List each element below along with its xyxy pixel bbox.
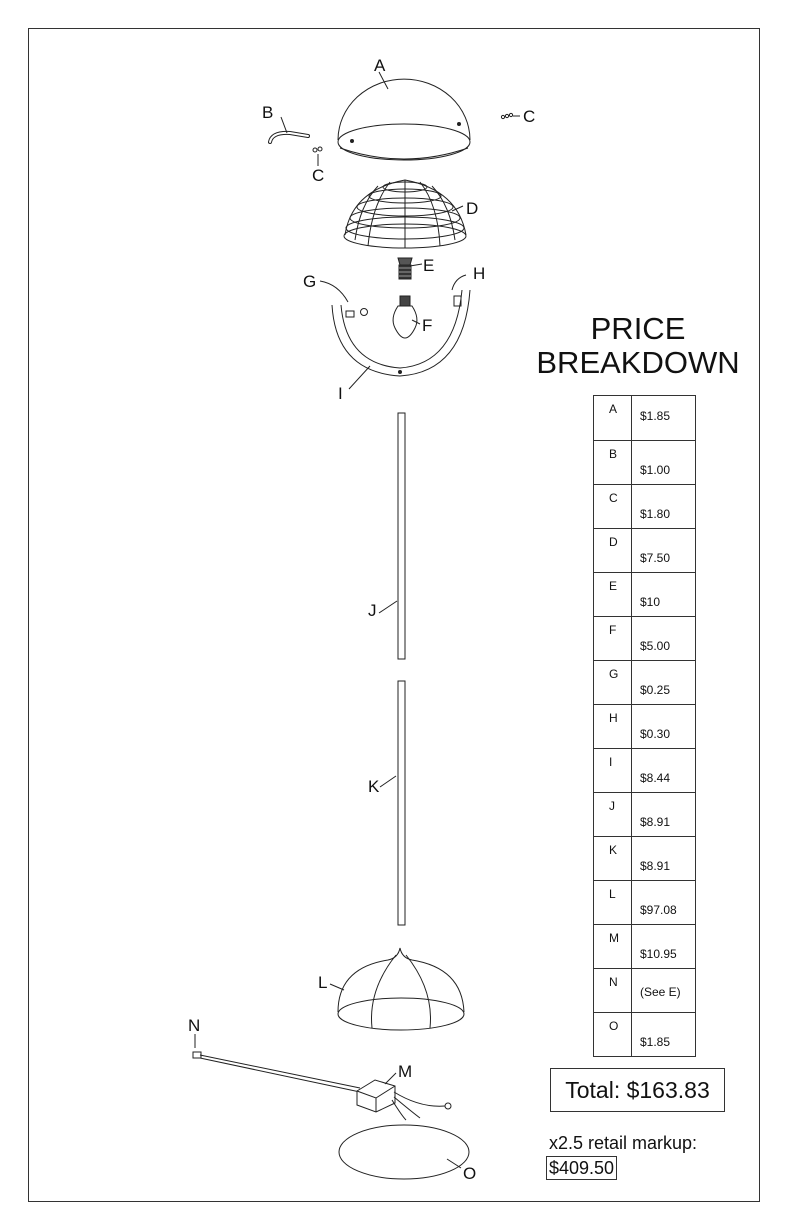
callout-i: I: [338, 384, 343, 403]
callout-o: O: [463, 1164, 477, 1183]
part-price-cell: [632, 1013, 696, 1057]
part-price: $10.95: [640, 947, 677, 961]
price-row: [594, 881, 696, 925]
part-price-cell: [632, 881, 696, 925]
part-letter: F: [594, 617, 632, 661]
part-price: $8.44: [640, 771, 671, 785]
price-row: [594, 441, 696, 485]
part-letter: D: [594, 529, 632, 573]
part-letter: L: [594, 881, 632, 925]
part-letter: M: [594, 925, 632, 969]
part-price-cell: [632, 793, 696, 837]
part-letter: E: [594, 573, 632, 617]
part-k-lower-pole: [398, 681, 405, 925]
part-price: $5.00: [640, 639, 671, 653]
price-row: [594, 793, 696, 837]
price-row: [594, 573, 696, 617]
part-letter: K: [594, 837, 632, 881]
part-price: $1.00: [640, 463, 671, 477]
part-price: $1.85: [640, 409, 671, 423]
part-price-cell: [632, 969, 696, 1013]
price-row: [594, 617, 696, 661]
part-o-base-plate: [339, 1125, 469, 1179]
part-price: $1.85: [640, 1035, 671, 1049]
part-letter: G: [594, 661, 632, 705]
part-letter: C: [594, 485, 632, 529]
price-row: [594, 749, 696, 793]
part-price: $1.80: [640, 507, 671, 521]
price-row: [594, 925, 696, 969]
price-row: [594, 837, 696, 881]
part-price: $8.91: [640, 815, 671, 829]
part-price-cell: [632, 441, 696, 485]
part-price-cell: [632, 837, 696, 881]
part-n-switch-cord: [193, 1052, 360, 1092]
callout-l: L: [318, 973, 328, 992]
part-letter: O: [594, 1013, 632, 1057]
part-price-cell: [632, 661, 696, 705]
callout-d: D: [466, 199, 479, 218]
part-g-pin: [346, 309, 368, 318]
part-c-screws: [313, 113, 513, 152]
total-box: Total: $163.83: [550, 1068, 725, 1112]
part-j-upper-pole: [398, 413, 405, 659]
part-price-cell: [632, 529, 696, 573]
part-letter: N: [594, 969, 632, 1013]
price-row: [594, 969, 696, 1013]
part-m-driver-box: [357, 1080, 451, 1120]
callout-c-right: C: [523, 107, 536, 126]
part-letter: A: [594, 396, 632, 441]
price-row: [594, 705, 696, 749]
price-row: [594, 661, 696, 705]
price-row: [594, 396, 696, 441]
part-price: (See E): [640, 985, 681, 999]
title-line-1: PRICE: [590, 311, 686, 346]
callout-j: J: [368, 601, 377, 620]
callout-a: A: [374, 56, 386, 75]
callout-n: N: [188, 1016, 201, 1035]
part-price-cell: [632, 705, 696, 749]
callout-g: G: [303, 272, 317, 291]
callout-c-left: C: [312, 166, 325, 185]
callout-f: F: [422, 316, 433, 335]
price-table: [593, 395, 696, 1057]
part-letter: B: [594, 441, 632, 485]
part-price-cell: [632, 925, 696, 969]
part-price: $0.30: [640, 727, 671, 741]
part-price: $0.25: [640, 683, 671, 697]
part-price-cell: [632, 617, 696, 661]
callout-k: K: [368, 777, 380, 796]
part-letter: J: [594, 793, 632, 837]
callout-e: E: [423, 256, 435, 275]
part-price-cell: [632, 749, 696, 793]
part-a-dome-shade: [338, 79, 470, 160]
price-row: [594, 485, 696, 529]
part-price-cell: [632, 573, 696, 617]
part-price: $7.50: [640, 551, 671, 565]
part-d-wire-cage: [344, 180, 466, 248]
part-price: $97.08: [640, 903, 677, 917]
price-breakdown-title: [536, 312, 740, 380]
part-price: $10: [640, 595, 661, 609]
price-row: [594, 529, 696, 573]
part-price-cell: [632, 485, 696, 529]
leader-lines: [195, 72, 520, 1168]
price-row: [594, 1013, 696, 1057]
callout-b: B: [262, 103, 274, 122]
part-letter: H: [594, 705, 632, 749]
callout-h: H: [473, 264, 486, 283]
part-price-cell: [632, 396, 696, 441]
title-line-2: BREAKDOWN: [536, 345, 740, 380]
part-e-socket: [398, 258, 412, 279]
part-price: $8.91: [640, 859, 671, 873]
part-letter: I: [594, 749, 632, 793]
markup-label: x2.5 retail markup:: [549, 1133, 698, 1153]
markup-value: $409.50: [546, 1156, 617, 1180]
callout-m: M: [398, 1062, 413, 1081]
part-f-bulb: [393, 296, 417, 338]
part-l-base: [338, 948, 464, 1030]
